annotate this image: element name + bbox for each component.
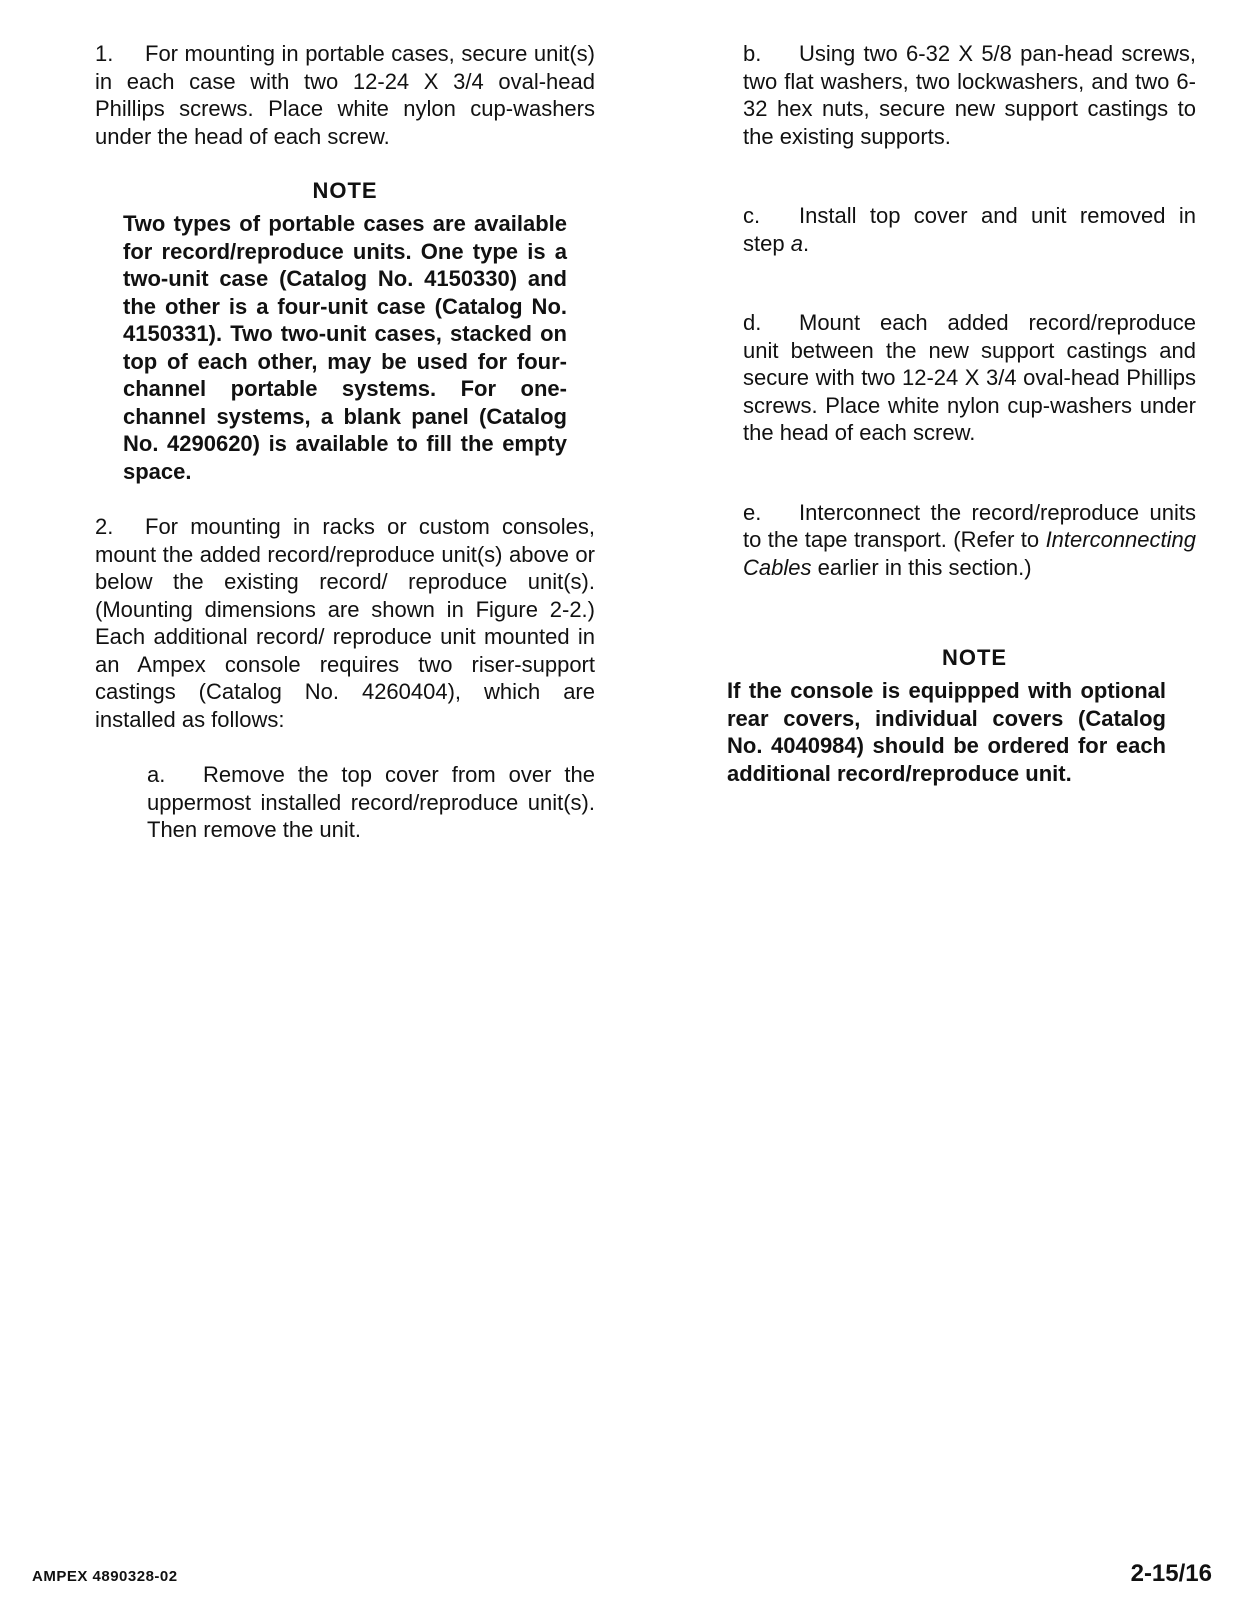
step-text: Using two 6-32 X 5/8 pan-head screws, two flat washers, two lockwashers, and two 6-32 hex nuts, secure new support castings to the existing supports. — [743, 41, 1196, 149]
step-e — [743, 499, 1196, 582]
paragraph-text: For mounting in portable cases, secure unit(s) in each case with two 12-24 X 3/4 oval-head Phillips screws. Place white nylon cup-washers under the head of each screw. — [95, 41, 595, 149]
paragraph-number: 1. — [95, 41, 114, 66]
step-text: Mount each added record/reproduce unit between the new support castings and secure with two 12-24 X 3/4 oval-head Phillips screws. Place white nylon cup-washers under the head of each screw. — [743, 310, 1196, 445]
step-text-end: earlier in this section.) — [817, 554, 1032, 580]
step-c — [743, 202, 1196, 257]
step-letter: c. — [743, 203, 761, 228]
step-text-end: . — [802, 230, 810, 256]
step-letter: e. — [743, 499, 762, 525]
paragraph-1 — [95, 40, 595, 150]
step-text: Interconnect the record/reproduce units to the tape transport. (Refer to — [743, 499, 1196, 552]
note-body: Two types of portable cases are available for record/reproduce units. One type is a two-unit case (Catalog No. 4150330) and the other is a four-unit case (Catalog No. 4150331). Two two-unit cases, stacked on top of each other, may be used for four-channel portable systems. For one-channel systems, a blank panel (Catalog No. 4290620) is available to fill the empty space. — [123, 211, 567, 484]
step-letter: a. — [147, 762, 166, 787]
paragraph-number: 2. — [95, 514, 114, 539]
note-title: NOTE — [312, 178, 378, 203]
step-b — [743, 40, 1196, 150]
paragraph-text: For mounting in racks or custom consoles, mount the added record/reproduce unit(s) above or below the existing record/ reproduce unit(s). (Mounting dimensions are shown in Figure 2-2.) Each additional record/ reproduce unit mounted in an Ampex console requires two riser-support castings (Catalog No. 4260404), which are installed as follows: — [95, 514, 595, 732]
note-title: NOTE — [941, 645, 1008, 670]
step-a — [147, 761, 595, 844]
step-letter: b. — [743, 41, 762, 66]
paragraph-2 — [95, 513, 595, 733]
footer-document-number: AMPEX 4890328-02 — [32, 1568, 178, 1585]
step-text: Install top cover and unit removed in step — [743, 203, 1196, 256]
step-d — [743, 309, 1196, 447]
step-letter: d. — [743, 310, 762, 335]
step-emphasis: a — [790, 230, 803, 256]
step-text: Remove the top cover from over the uppermost installed record/reproduce unit(s). Then remove the unit. — [147, 762, 595, 842]
note-body: If the console is equippped with optional rear covers, individual covers (Catalog No. 4040984) should be ordered for each additional record/reproduce unit. — [727, 678, 1166, 786]
footer-page-number: 2-15/16 — [1130, 1560, 1212, 1587]
right-column — [727, 40, 1226, 787]
step-emphasis: Interconnecting Cables — [743, 527, 1196, 580]
left-column — [95, 40, 595, 844]
